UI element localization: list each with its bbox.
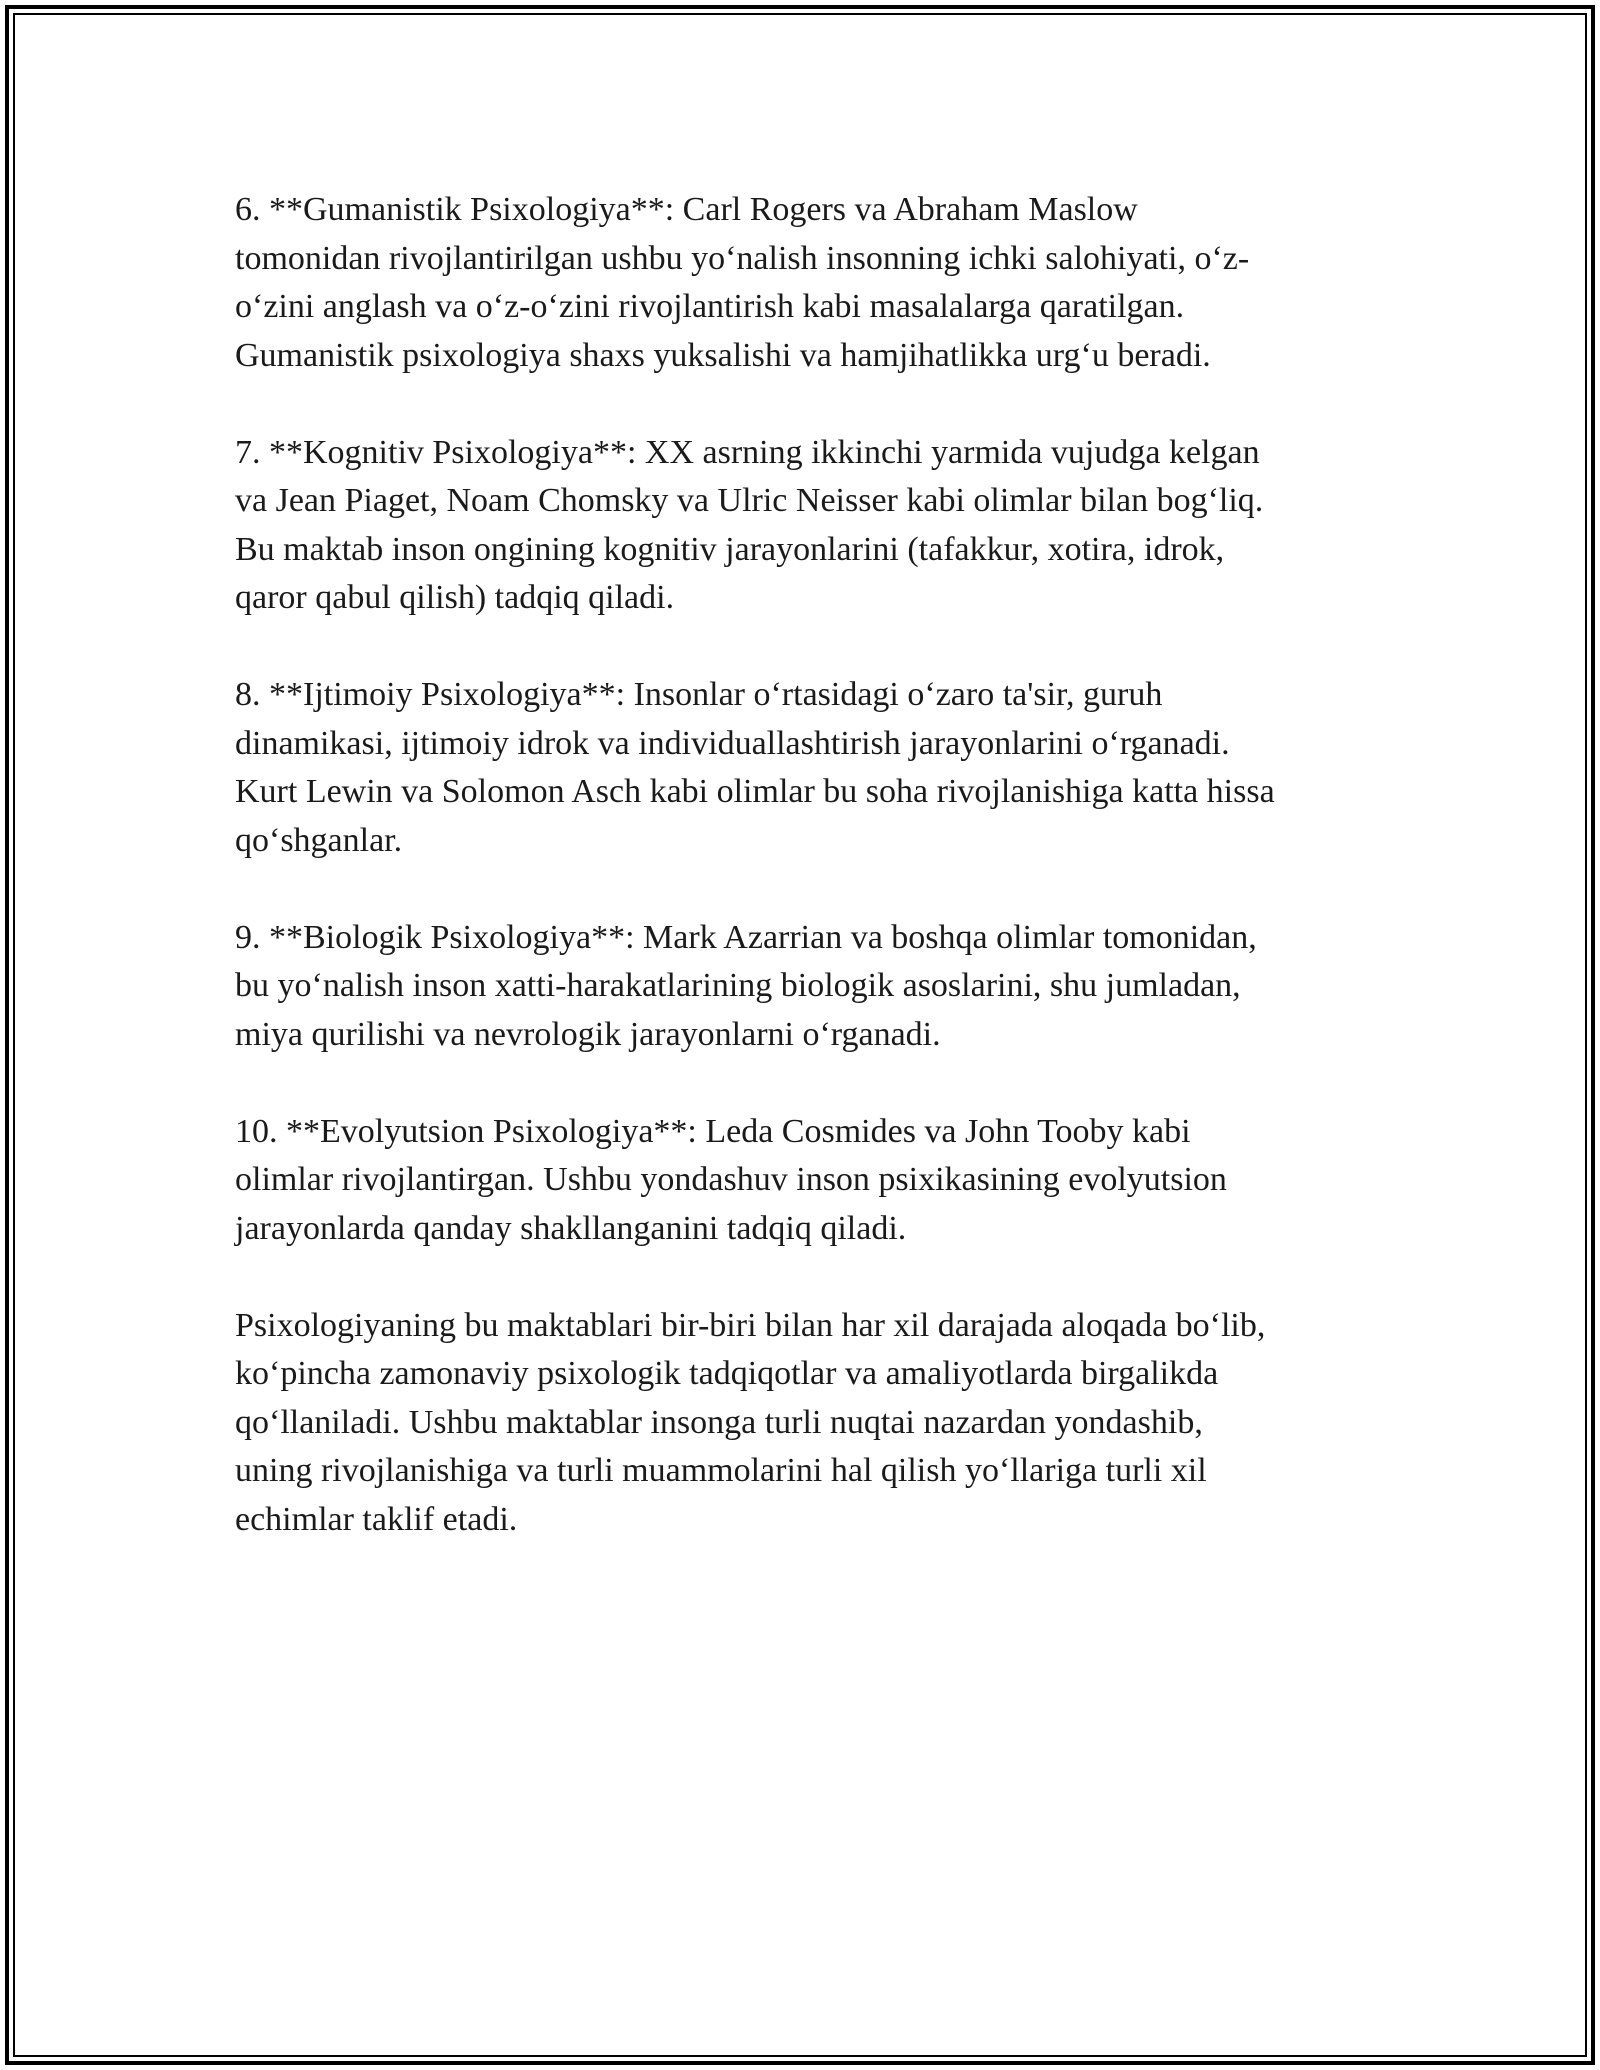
document-body (235, 186, 1375, 1593)
paragraph-evolyutsion-psixologiya: 10. **Evolyutsion Psixologiya**: Leda Cosmides va John Tooby kabi olimlar rivojlantirgan. Ushbu yondashuv inson psixikasining evolyutsion jarayonlarda qanday shakllanganini tadqiq qiladi. (235, 1112, 1227, 1247)
paragraph-kognitiv-psixologiya: 7. **Kognitiv Psixologiya**: XX asrning ikkinchi yarmida vujudga kelgan va Jean Piaget, Noam Chomsky va Ulric Neisser kabi olimlar bilan bogʻliq. Bu maktab inson ongining kognitiv jarayonlarini (tafakkur, xotira, idrok, qaror qabul qilish) tadqiq qiladi. (235, 433, 1264, 616)
paragraph-biologik-psixologiya: 9. **Biologik Psixologiya**: Mark Azarrian va boshqa olimlar tomonidan, bu yoʻnalish inson xatti-harakatlarining biologik asoslarini, shu jumladan, miya qurilishi va nevrologik jarayonlarni oʻrganadi. (235, 918, 1257, 1053)
paragraph-gumanistik-psixologiya: 6. **Gumanistik Psixologiya**: Carl Rogers va Abraham Maslow tomonidan rivojlantirilgan ushbu yoʻnalish insonning ichki salohiyati, oʻz- oʻzini anglash va oʻz-oʻzini rivojlantirish kabi masalalarga qaratilgan. Gumanistik psixologiya shaxs yuksalishi va hamjihatlikka urgʻu beradi. (235, 191, 1250, 374)
paragraph-conclusion: Psixologiyaning bu maktablari bir-biri bilan har xil darajada aloqada boʻlib, koʻpincha zamonaviy psixologik tadqiqotlar va amaliyotlarda birgalikda qoʻllaniladi. Ushbu maktablar insonga turli nuqtai nazardan yondashib, uning rivojlanishiga va turli muammolarini hal qilish yoʻllariga turli xil echimlar taklif etadi. (235, 1306, 1266, 1538)
paragraph-ijtimoiy-psixologiya: 8. **Ijtimoiy Psixologiya**: Insonlar oʻrtasidagi oʻzaro ta'sir, guruh dinamikasi, ijtimoiy idrok va individuallashtirish jarayonlarini oʻrganadi. Kurt Lewin va Solomon Asch kabi olimlar bu soha rivojlanishiga katta hissa qoʻshganlar. (235, 676, 1275, 859)
